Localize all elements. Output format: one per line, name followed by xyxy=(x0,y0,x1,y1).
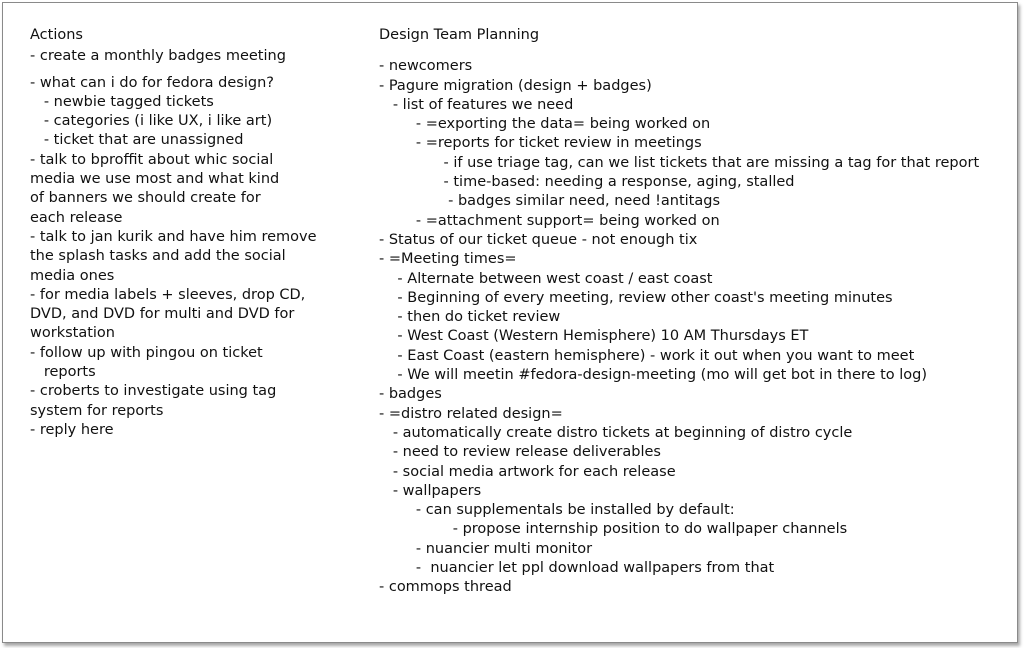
actions-line: reports xyxy=(30,364,96,381)
actions-line: - newbie tagged tickets xyxy=(30,93,214,110)
actions-line: - follow up with pingou on ticket xyxy=(30,344,263,361)
actions-line: - for media labels + sleeves, drop CD, xyxy=(30,286,306,303)
planning-line: - newcomers xyxy=(379,58,473,75)
actions-line: - ticket that are unassigned xyxy=(30,132,244,149)
planning-line: - =reports for ticket review in meetings xyxy=(379,135,702,152)
planning-line: - wallpapers xyxy=(379,482,482,499)
planning-line: - time-based: needing a response, aging, stalled xyxy=(379,174,795,191)
planning-line: - automatically create distro tickets at beginning of distro cycle xyxy=(379,424,853,441)
planning-line: - if use triage tag, can we list tickets that are missing a tag for that report xyxy=(379,154,980,171)
planning-line: - commops thread xyxy=(379,579,512,596)
planning-line: - =distro related design= xyxy=(379,405,563,422)
actions-line: media ones xyxy=(30,267,115,284)
planning-heading: Design Team Planning xyxy=(379,27,540,43)
planning-line: - nuancier multi monitor xyxy=(379,540,593,557)
planning-line: - propose internship position to do wallpaper channels xyxy=(379,521,848,538)
actions-line: - categories (i like UX, i like art) xyxy=(30,113,273,130)
actions-line: - talk to jan kurik and have him remove xyxy=(30,228,317,245)
planning-line: - Beginning of every meeting, review other coast's meeting minutes xyxy=(379,289,893,306)
actions-line: the splash tasks and add the social xyxy=(30,248,286,265)
planning-line: - =exporting the data= being worked on xyxy=(379,116,711,133)
actions-line: - croberts to investigate using tag xyxy=(30,383,277,400)
planning-line: - We will meetin #fedora-design-meeting (mo will get bot in there to log) xyxy=(379,367,928,384)
actions-line: media we use most and what kind xyxy=(30,171,280,188)
actions-line: - create a monthly badges meeting xyxy=(30,48,286,65)
actions-line: system for reports xyxy=(30,402,164,419)
actions-line: workstation xyxy=(30,325,115,342)
planning-line: - Alternate between west coast / east coast xyxy=(379,270,713,287)
planning-line: - list of features we need xyxy=(379,96,574,113)
planning-line: - social media artwork for each release xyxy=(379,463,676,480)
planning-line: - need to review release deliverables xyxy=(379,444,661,461)
actions-line: each release xyxy=(30,209,123,226)
planning-line: - =attachment support= being worked on xyxy=(379,212,720,229)
planning-line: - badges similar need, need !antitags xyxy=(379,193,721,210)
planning-line: - Pagure migration (design + badges) xyxy=(379,77,652,94)
actions-heading: Actions xyxy=(30,27,83,43)
planning-line: - then do ticket review xyxy=(379,309,561,326)
planning-line: - can supplementals be installed by default: xyxy=(379,502,735,519)
actions-line: DVD, and DVD for multi and DVD for xyxy=(30,306,295,323)
planning-line: - Status of our ticket queue - not enough tix xyxy=(379,231,698,248)
planning-line: - East Coast (eastern hemisphere) - work it out when you want to meet xyxy=(379,347,915,364)
planning-line: - =Meeting times= xyxy=(379,251,517,268)
actions-column xyxy=(30,26,317,440)
actions-line: - what can i do for fedora design? xyxy=(30,74,274,91)
planning-line: - West Coast (Western Hemisphere) 10 AM Thursdays ET xyxy=(379,328,809,345)
planning-line: - nuancier let ppl download wallpapers from that xyxy=(379,560,775,577)
actions-line: - talk to bproffit about whic social xyxy=(30,151,274,168)
planning-column xyxy=(379,26,979,598)
actions-line: - reply here xyxy=(30,421,114,438)
document-frame xyxy=(2,2,1018,643)
actions-line: of banners we should create for xyxy=(30,190,261,207)
planning-line: - badges xyxy=(379,386,442,403)
